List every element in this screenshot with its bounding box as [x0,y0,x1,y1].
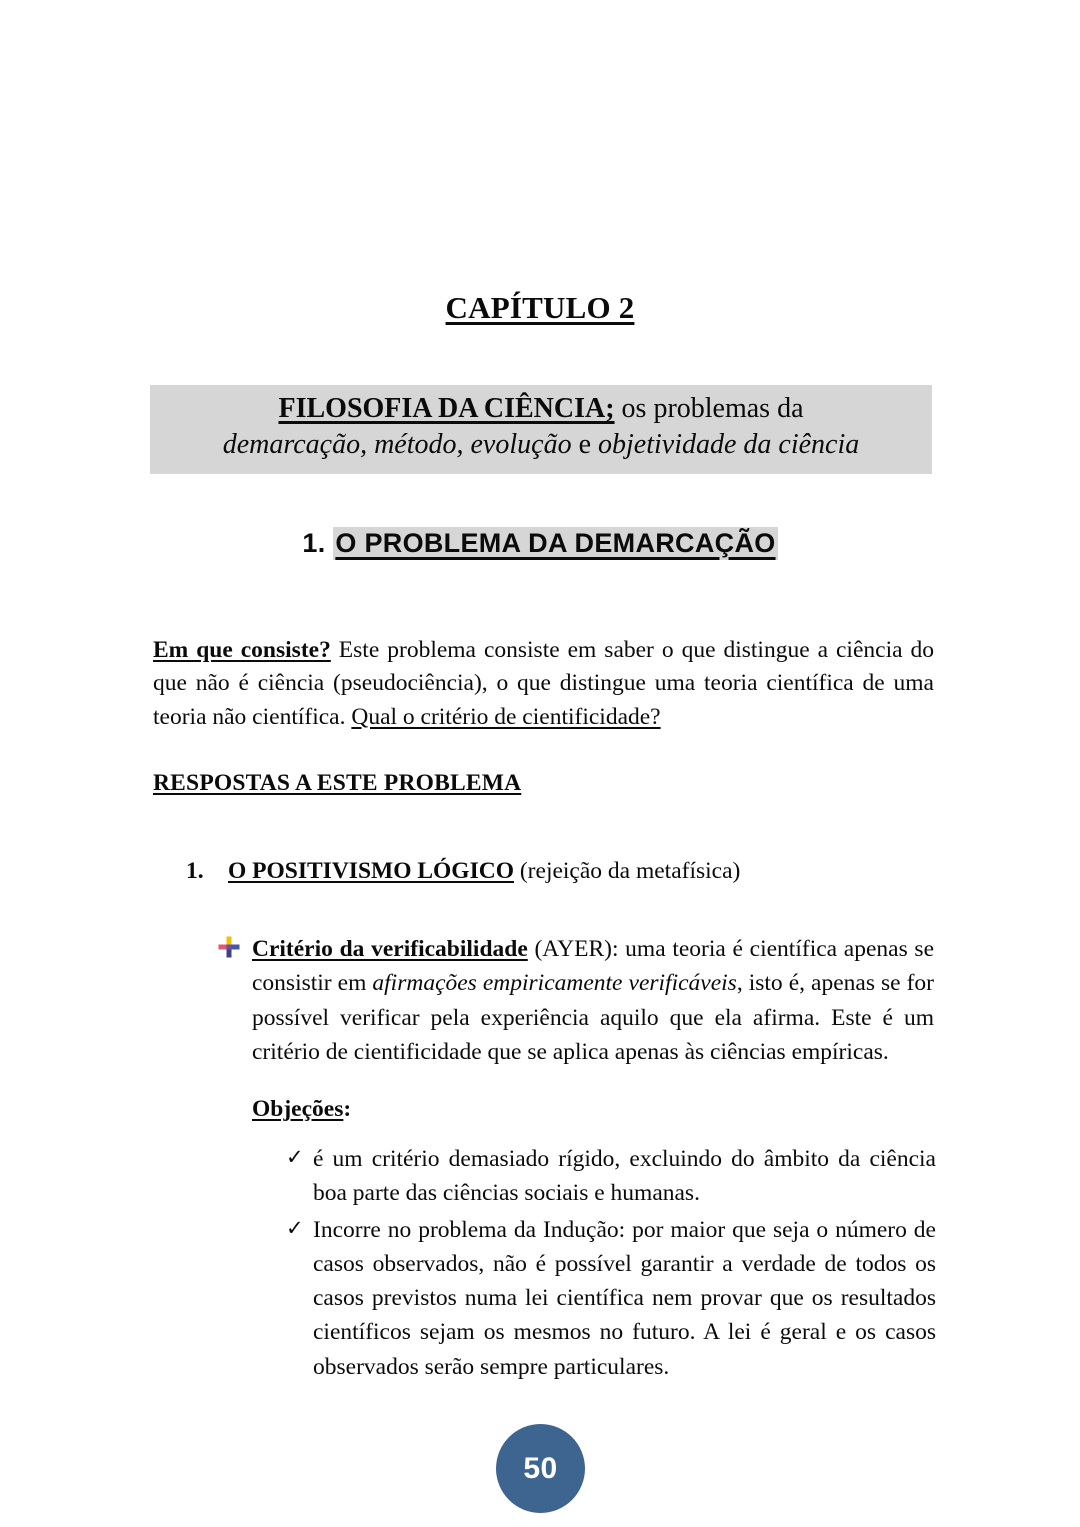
cross-bullet-emphasis: afirmações empiricamente verificáveis [372,970,737,997]
list-item [286,1213,936,1384]
subject-banner-line-1 [150,391,932,427]
cross-bullet-part-2: , isto é, apenas se for possível verificar pela experiência aquilo que ela afirma. Este é um critério de cientificidade que se aplica apenas às ciências empíricas. [252,970,934,1065]
subject-subtitle-a: demarcação, método, evolução [222,429,572,461]
objection-text: é um critério demasiado rígido, excluindo do âmbito da ciência boa parte das ciências sociais e humanas. [313,1146,936,1207]
cross-bullet-lead: Critério da verificabilidade [252,936,528,962]
numbered-item-marker: 1. [186,858,204,884]
check-icon: ✓ [286,1215,304,1240]
intro-paragraph [153,634,934,734]
numbered-item-title: O POSITIVISMO LÓGICO [228,858,514,884]
objection-text: Incorre no problema da Indução: por maior que seja o número de casos observados, não é possível garantir a verdade de todos os casos previstos numa lei científica nem provar que os resultados científicos sejam os mesmos no futuro. A lei é geral e os casos observados serão sempre particulares. [313,1216,936,1380]
objections-heading-colon: : [343,1096,352,1122]
subject-title-bold: FILOSOFIA DA CIÊNCIA; [278,393,615,424]
section-heading-text: O PROBLEMA DA DEMARCAÇÃO [335,528,776,558]
cross-bullet-block [218,932,934,1069]
numbered-list-item [153,855,934,888]
chapter-title [0,290,1080,326]
page-number-text: 50 [523,1451,558,1485]
section-heading [0,528,1080,559]
colored-cross-bullet-icon [218,936,252,962]
list-item [286,1142,936,1211]
page-number-badge [496,1424,585,1513]
section-heading-number: 1. [302,528,326,558]
check-icon: ✓ [286,1145,304,1169]
objections-list [286,1142,936,1386]
numbered-item-note: (rejeição da metafísica) [513,858,741,884]
subject-subtitle-conjunction: e [571,429,599,461]
subject-banner [150,385,932,474]
subject-title-rest: os problemas da [614,393,804,424]
objections-heading-text: Objeções [252,1096,344,1122]
chapter-title-text: CAPÍTULO 2 [445,290,635,325]
cross-bullet-part-1: (AYER): uma teoria é científica apenas se consistir em [252,936,934,997]
answers-heading: RESPOSTAS A ESTE PROBLEMA [153,770,522,796]
subject-banner-line-2 [150,427,932,463]
objections-heading [252,1096,351,1123]
cross-bullet-row [218,932,934,1069]
intro-body: Este problema consiste em saber o que distingue a ciência do que não é ciência (pseudociência), o que distingue uma teoria científica de uma teoria não científica. [153,637,934,730]
intro-lead: Em que consiste? [153,637,331,663]
subject-subtitle-b: objetividade da ciência [598,429,860,461]
cross-bullet-text [252,932,934,1069]
intro-question: Qual o critério de cientificidade? [351,703,661,730]
